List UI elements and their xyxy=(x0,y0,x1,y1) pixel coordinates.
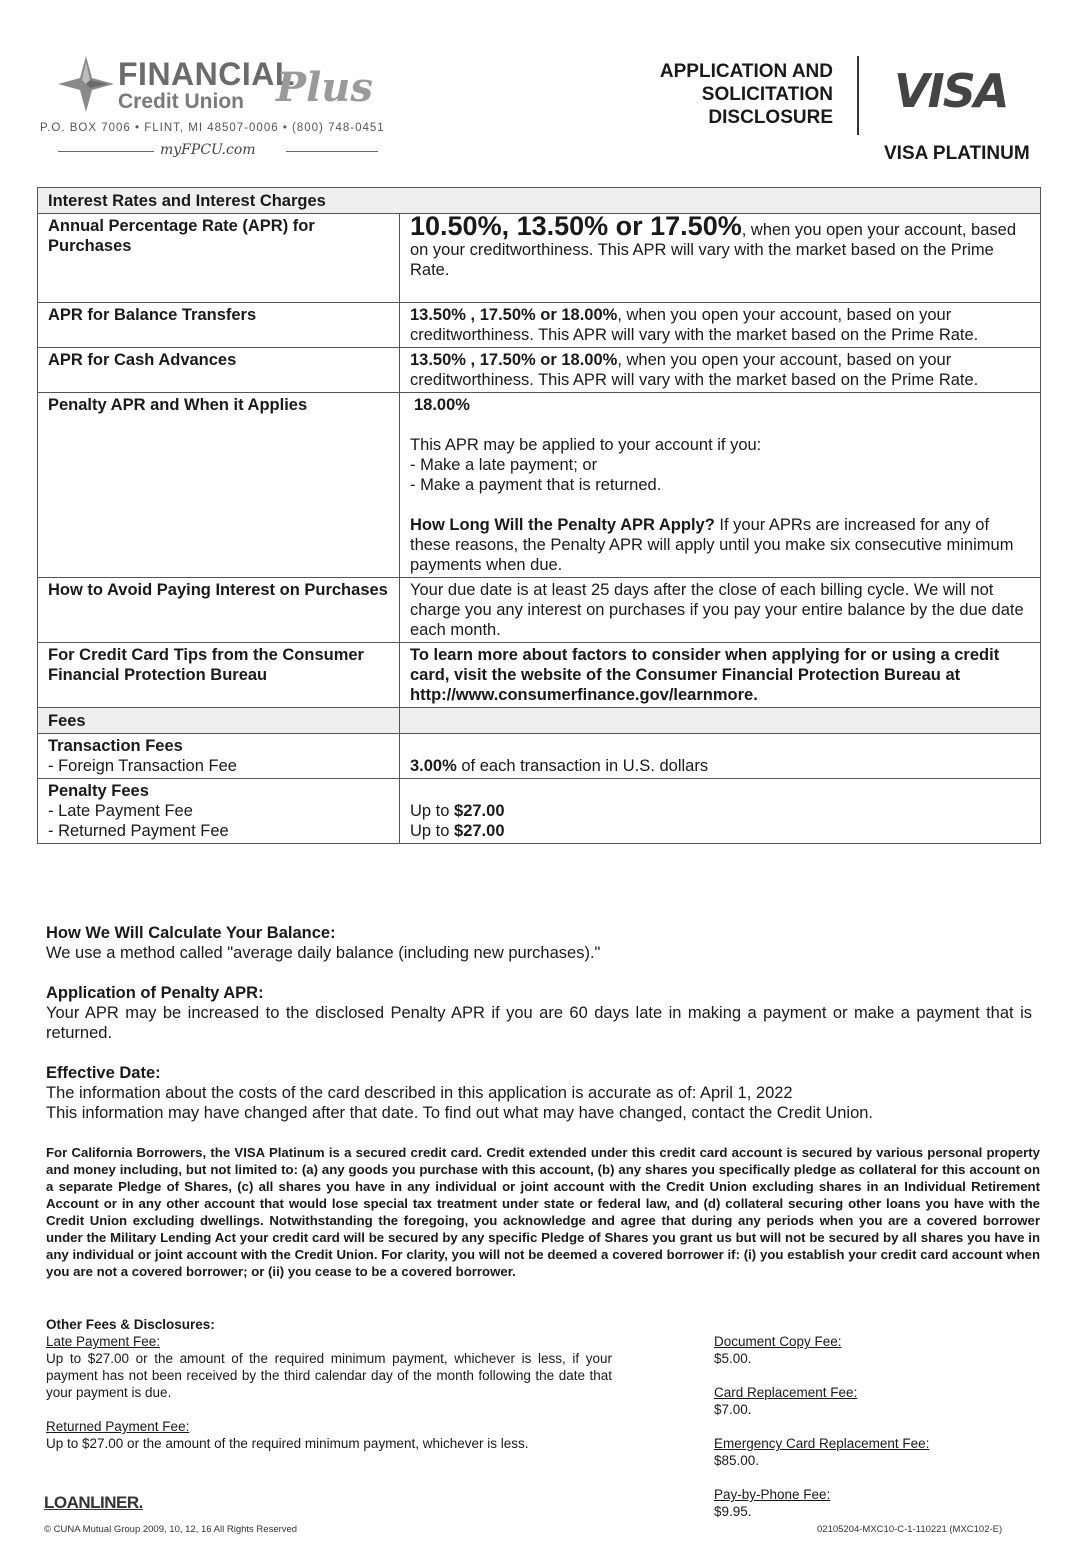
visa-logo: VISA xyxy=(894,64,1008,118)
late-fee-label: Late Payment Fee: xyxy=(46,1334,161,1349)
row-label-penalty-apr: Penalty APR and When it Applies xyxy=(38,393,400,578)
row-value-cash-advances xyxy=(400,348,1041,393)
table-row xyxy=(38,393,1041,578)
table-row xyxy=(38,214,1041,303)
penalty-application-text: Your APR may be increased to the disclosed Penalty APR if you are 60 days late in making a payment or make a payment that is returned. xyxy=(46,1004,1032,1042)
section-row-rates xyxy=(38,188,1041,214)
foreign-transaction-fee-value xyxy=(410,756,1030,776)
loanliner-logo: LOANLINER. xyxy=(44,1493,143,1512)
header xyxy=(0,0,1080,185)
row-value-transaction-fees xyxy=(400,734,1041,779)
footer-copyright: © CUNA Mutual Group 2009, 10, 12, 16 All Rights Reserved xyxy=(44,1524,298,1535)
logo-subtitle: Credit Union xyxy=(118,90,244,113)
cash-advance-text: , when you open your account, based on your creditworthiness. This APR will vary with the market based on the Prime Rate. xyxy=(410,351,979,389)
penalty-application-heading: Application of Penalty APR: xyxy=(46,984,264,1002)
card-replacement-fee-value: $7.00. xyxy=(714,1402,752,1417)
title-line-2: SOLICITATION xyxy=(701,84,833,105)
document-copy-fee-value: $5.00. xyxy=(714,1351,752,1366)
penalty-item-returned: - Make a payment that is returned. xyxy=(410,476,662,494)
returned-fee-label: Returned Payment Fee: xyxy=(46,1419,190,1434)
late-fee-text: Up to $27.00 or the amount of the required minimum payment, whichever is less, if your payment has not been received by the third calendar day of the month following the date that your payment is due. xyxy=(46,1351,612,1400)
effective-date-line-2: This information may have changed after that date. To find out what may have changed, contact the Credit Union. xyxy=(46,1104,874,1122)
row-label-avoid-interest: How to Avoid Paying Interest on Purchases xyxy=(38,578,400,643)
late-payment-fee-label: - Late Payment Fee xyxy=(48,802,193,820)
effective-date-heading: Effective Date: xyxy=(46,1064,161,1082)
title-line-1: APPLICATION AND xyxy=(659,61,833,82)
effective-date-line-1: The information about the costs of the card described in this application is accurate as of: April 1, 2022 xyxy=(46,1084,793,1102)
returned-payment-fee-value: Up to $27.00 xyxy=(410,822,505,840)
returned-payment-fee-label: - Returned Payment Fee xyxy=(48,822,229,840)
penalty-apr-rate: 18.00% xyxy=(414,396,470,414)
other-fees-heading: Other Fees & Disclosures: xyxy=(46,1317,215,1332)
penalty-fees-heading: Penalty Fees xyxy=(48,782,149,800)
title-line-3: DISCLOSURE xyxy=(708,107,833,128)
table-row xyxy=(38,643,1041,708)
pay-by-phone-fee-value: $9.95. xyxy=(714,1504,752,1519)
logo-rule-left xyxy=(58,151,154,152)
logo-plus: Plus xyxy=(276,64,373,111)
emergency-card-fee-label: Emergency Card Replacement Fee: xyxy=(714,1436,930,1451)
other-fees-left xyxy=(46,1316,612,1452)
row-label-balance-transfers: APR for Balance Transfers xyxy=(38,303,400,348)
product-name: VISA PLATINUM xyxy=(884,143,1030,164)
foreign-fee-rate: 3.00% xyxy=(410,757,457,775)
row-value-avoid-interest: Your due date is at least 25 days after the close of each billing cycle. We will not charge you any interest on purchases if you pay your entire balance by the due date each month. xyxy=(400,578,1041,643)
purchase-apr-rates: 10.50%, 13.50% or 17.50% xyxy=(410,211,742,241)
disclosure-table xyxy=(37,187,1041,844)
document-copy-fee-label: Document Copy Fee: xyxy=(714,1334,842,1349)
balance-transfer-rates: 13.50% , 17.50% or 18.00% xyxy=(410,306,618,324)
table-row xyxy=(38,578,1041,643)
table-row xyxy=(38,779,1041,844)
section-header-fees-empty xyxy=(400,708,1041,734)
returned-fee-text: Up to $27.00 or the amount of the required minimum payment, whichever is less. xyxy=(46,1436,529,1451)
table-row xyxy=(38,348,1041,393)
disclosure-title xyxy=(660,60,833,129)
late-payment-fee-value: Up to $27.00 xyxy=(410,802,505,820)
balance-transfer-text: , when you open your account, based on your creditworthiness. This APR will vary with the market based on the Prime Rate. xyxy=(410,306,979,344)
logo-name: FINANCIAL xyxy=(118,56,295,92)
transaction-fees-heading: Transaction Fees xyxy=(48,737,183,755)
row-value-purchases xyxy=(400,211,1041,303)
purchase-apr-text: , when you open your account, based on your creditworthiness. This APR will vary with the market based on the Prime Rate. xyxy=(410,221,1017,279)
cash-advance-rates: 13.50% , 17.50% or 18.00% xyxy=(410,351,618,369)
credit-union-logo xyxy=(40,50,400,165)
penalty-item-late: - Make a late payment; or xyxy=(410,456,598,474)
row-value-cfpb: To learn more about factors to consider when applying for or using a credit card, visit the website of the Consumer Financial Protection Bureau at http://www.consumerfinance.gov/learnmore. xyxy=(400,643,1041,708)
row-label-cash-advances: APR for Cash Advances xyxy=(38,348,400,393)
table-row xyxy=(38,734,1041,779)
card-replacement-fee-label: Card Replacement Fee: xyxy=(714,1385,858,1400)
emergency-card-fee-value: $85.00. xyxy=(714,1453,760,1468)
section-header-rates: Interest Rates and Interest Charges xyxy=(38,188,1041,214)
section-header-fees: Fees xyxy=(38,708,400,734)
penalty-how-long-label: How Long Will the Penalty APR Apply? xyxy=(410,516,715,534)
foreign-transaction-fee-label: - Foreign Transaction Fee xyxy=(48,757,237,775)
table-row xyxy=(38,303,1041,348)
logo-address: P.O. BOX 7006 • FLINT, MI 48507-0006 • (800) 748-0451 xyxy=(40,122,385,134)
row-label-cfpb: For Credit Card Tips from the Consumer Financial Protection Bureau xyxy=(38,643,400,708)
balance-section xyxy=(46,923,1032,963)
foreign-fee-text: of each transaction in U.S. dollars xyxy=(456,757,709,775)
california-disclosure: For California Borrowers, the VISA Platinum is a secured credit card. Credit extended under this credit card account is secured by various personal property and money including, but not limited to: (a) any goods you purchase with this account, (b) any shares you specifically pledge as collateral for this account on a separate Pledge of Shares, (c) all shares you have in any individual or joint account with the Credit Union excluding shares in an Individual Retirement Account or in any other account that would lose special tax treatment under state or federal law, and (d) collateral securing other loans you have with the Credit Union excluding dwellings. Notwithstanding the foregoing, you acknowledge and agree that during any periods when you are a covered borrower under the Military Lending Act your credit card will be secured by any specific Pledge of Shares you grant us but will not be secured by all shares you have in any individual or joint account with the Credit Union. For clarity, you will not be deemed a covered borrower if: (i) you establish your credit card account when you are not a covered borrower; or (ii) you cease to be a covered borrower. xyxy=(46,1145,1040,1279)
logo-website: myFPCU.com xyxy=(160,142,256,158)
balance-heading: How We Will Calculate Your Balance: xyxy=(46,924,336,942)
penalty-application-section xyxy=(46,983,1032,1043)
penalty-intro: This APR may be applied to your account if you: xyxy=(410,436,762,454)
section-row-fees xyxy=(38,708,1041,734)
pay-by-phone-fee-label: Pay-by-Phone Fee: xyxy=(714,1487,831,1502)
row-label-penalty-fees xyxy=(38,779,400,844)
row-value-penalty-apr xyxy=(400,393,1041,578)
row-value-penalty-fees xyxy=(400,779,1041,844)
footer-form-code: 02105204-MXC10-C-1-110221 (MXC102-E) xyxy=(817,1524,1003,1535)
header-divider xyxy=(857,56,859,135)
row-label-transaction-fees xyxy=(38,734,400,779)
penalty-how-long-text: If your APRs are increased for any of these reasons, the Penalty APR will apply until you make six consecutive minimum payments when due. xyxy=(410,516,1014,574)
logo-rule-right xyxy=(286,151,378,152)
balance-text: We use a method called "average daily balance (including new purchases)." xyxy=(46,944,601,962)
penalty-how-long xyxy=(410,515,1030,575)
row-value-balance-transfers xyxy=(400,303,1041,348)
other-fees-right xyxy=(714,1333,1034,1520)
diamond-star-icon xyxy=(58,56,114,112)
effective-date-section xyxy=(46,1063,1032,1123)
row-label-purchases: Annual Percentage Rate (APR) for Purchases xyxy=(38,214,400,303)
